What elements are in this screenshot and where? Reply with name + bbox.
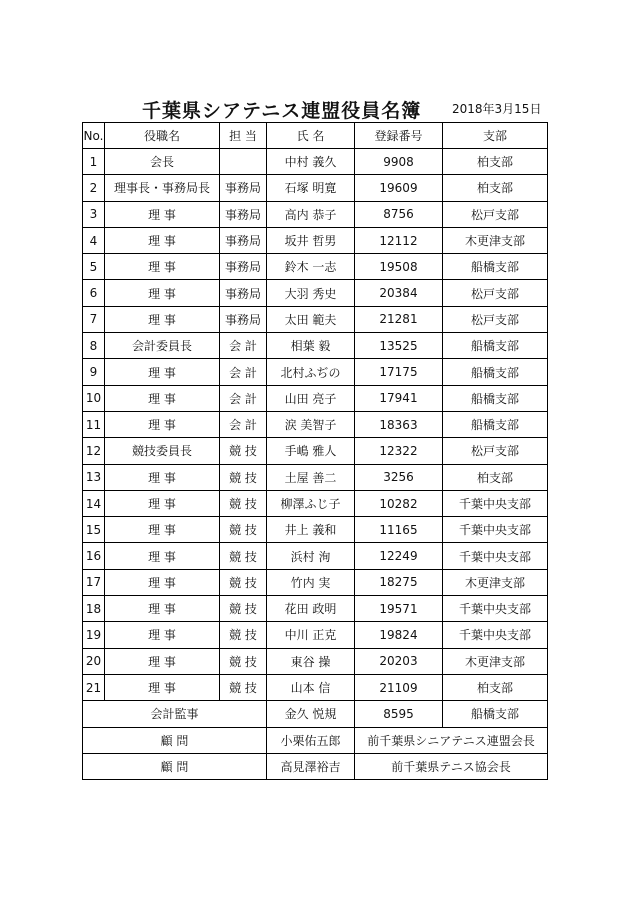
cell-name: 浜村 洵 <box>267 543 355 569</box>
cell-dept: 競 技 <box>220 490 267 516</box>
cell-no: 8 <box>83 333 105 359</box>
cell-branch: 船橋支部 <box>443 333 548 359</box>
cell-branch: 千葉中央支部 <box>443 596 548 622</box>
cell-branch: 松戸支部 <box>443 438 548 464</box>
header-dept: 担 当 <box>220 123 267 149</box>
cell-role: 理 事 <box>105 596 220 622</box>
cell-reg: 12322 <box>355 438 443 464</box>
cell-no: 3 <box>83 201 105 227</box>
cell-no: 9 <box>83 359 105 385</box>
cell-dept: 競 技 <box>220 674 267 700</box>
cell-branch: 千葉中央支部 <box>443 622 548 648</box>
cell-reg: 20203 <box>355 648 443 674</box>
cell-name: 高内 恭子 <box>267 201 355 227</box>
cell-no: 2 <box>83 175 105 201</box>
cell-name: 坂井 哲男 <box>267 227 355 253</box>
cell-dept <box>220 149 267 175</box>
header-reg: 登録番号 <box>355 123 443 149</box>
advisor-row <box>83 753 548 779</box>
table-row <box>83 596 548 622</box>
cell-dept: 競 技 <box>220 438 267 464</box>
table-row <box>83 306 548 332</box>
document-date: 2018年3月15日 <box>452 102 542 116</box>
cell-branch: 柏支部 <box>443 464 548 490</box>
cell-no: 1 <box>83 149 105 175</box>
table-row <box>83 517 548 543</box>
cell-name: 大羽 秀史 <box>267 280 355 306</box>
auditor-name: 金久 悦規 <box>267 701 355 727</box>
cell-no: 5 <box>83 254 105 280</box>
cell-no: 4 <box>83 227 105 253</box>
cell-dept: 競 技 <box>220 517 267 543</box>
table-row <box>83 149 548 175</box>
cell-role: 理 事 <box>105 622 220 648</box>
cell-branch: 船橋支部 <box>443 359 548 385</box>
advisor-row <box>83 727 548 753</box>
cell-branch: 船橋支部 <box>443 385 548 411</box>
cell-dept: 事務局 <box>220 175 267 201</box>
table-row <box>83 438 548 464</box>
cell-role: 理 事 <box>105 306 220 332</box>
table-row <box>83 359 548 385</box>
cell-no: 18 <box>83 596 105 622</box>
cell-name: 鈴木 一志 <box>267 254 355 280</box>
cell-reg: 21281 <box>355 306 443 332</box>
cell-dept: 事務局 <box>220 254 267 280</box>
auditor-branch: 船橋支部 <box>443 701 548 727</box>
cell-no: 20 <box>83 648 105 674</box>
cell-name: 相葉 毅 <box>267 333 355 359</box>
cell-branch: 柏支部 <box>443 149 548 175</box>
cell-no: 12 <box>83 438 105 464</box>
cell-dept: 競 技 <box>220 464 267 490</box>
cell-role: 理 事 <box>105 280 220 306</box>
advisor-role: 顧 問 <box>83 727 267 753</box>
cell-branch: 木更津支部 <box>443 569 548 595</box>
cell-branch: 松戸支部 <box>443 306 548 332</box>
cell-role: 会計委員長 <box>105 333 220 359</box>
cell-dept: 競 技 <box>220 543 267 569</box>
cell-role: 会長 <box>105 149 220 175</box>
cell-name: 東谷 操 <box>267 648 355 674</box>
table-row <box>83 201 548 227</box>
advisor-name: 高見澤裕吉 <box>267 753 355 779</box>
cell-role: 理 事 <box>105 359 220 385</box>
officer-roster-table <box>82 122 548 780</box>
cell-role: 理 事 <box>105 674 220 700</box>
cell-branch: 柏支部 <box>443 674 548 700</box>
cell-no: 13 <box>83 464 105 490</box>
cell-no: 19 <box>83 622 105 648</box>
cell-role: 競技委員長 <box>105 438 220 464</box>
cell-name: 山田 亮子 <box>267 385 355 411</box>
table-row <box>83 569 548 595</box>
cell-name: 山本 信 <box>267 674 355 700</box>
cell-branch: 千葉中央支部 <box>443 490 548 516</box>
auditor-reg: 8595 <box>355 701 443 727</box>
cell-no: 17 <box>83 569 105 595</box>
cell-name: 花田 政明 <box>267 596 355 622</box>
cell-role: 理 事 <box>105 411 220 437</box>
cell-name: 中村 義久 <box>267 149 355 175</box>
header-no: No. <box>83 123 105 149</box>
cell-name: 手嶋 雅人 <box>267 438 355 464</box>
cell-name: 井上 義和 <box>267 517 355 543</box>
cell-reg: 19508 <box>355 254 443 280</box>
cell-reg: 21109 <box>355 674 443 700</box>
cell-branch: 柏支部 <box>443 175 548 201</box>
cell-role: 理 事 <box>105 569 220 595</box>
cell-reg: 17941 <box>355 385 443 411</box>
cell-dept: 事務局 <box>220 280 267 306</box>
table-row <box>83 333 548 359</box>
cell-role: 理 事 <box>105 517 220 543</box>
cell-no: 14 <box>83 490 105 516</box>
table-row <box>83 648 548 674</box>
cell-dept: 事務局 <box>220 227 267 253</box>
advisor-role: 顧 問 <box>83 753 267 779</box>
table-row <box>83 280 548 306</box>
table-row <box>83 490 548 516</box>
cell-branch: 船橋支部 <box>443 254 548 280</box>
cell-reg: 19571 <box>355 596 443 622</box>
cell-branch: 松戸支部 <box>443 280 548 306</box>
cell-reg: 19824 <box>355 622 443 648</box>
table-row <box>83 543 548 569</box>
cell-role: 理 事 <box>105 490 220 516</box>
cell-role: 理 事 <box>105 227 220 253</box>
cell-name: 柳澤ふじ子 <box>267 490 355 516</box>
cell-reg: 17175 <box>355 359 443 385</box>
header-role: 役職名 <box>105 123 220 149</box>
cell-reg: 18275 <box>355 569 443 595</box>
cell-no: 6 <box>83 280 105 306</box>
table-row <box>83 227 548 253</box>
cell-reg: 9908 <box>355 149 443 175</box>
cell-reg: 18363 <box>355 411 443 437</box>
cell-branch: 船橋支部 <box>443 411 548 437</box>
header-branch: 支部 <box>443 123 548 149</box>
cell-reg: 12249 <box>355 543 443 569</box>
cell-no: 15 <box>83 517 105 543</box>
cell-role: 理 事 <box>105 254 220 280</box>
table-row <box>83 385 548 411</box>
cell-role: 理 事 <box>105 648 220 674</box>
cell-dept: 会 計 <box>220 359 267 385</box>
auditor-role: 会計監事 <box>83 701 267 727</box>
cell-no: 7 <box>83 306 105 332</box>
cell-reg: 11165 <box>355 517 443 543</box>
advisor-name: 小栗佑五郎 <box>267 727 355 753</box>
cell-branch: 木更津支部 <box>443 648 548 674</box>
cell-role: 理事長・事務局長 <box>105 175 220 201</box>
cell-name: 北村ふぢの <box>267 359 355 385</box>
cell-name: 竹内 実 <box>267 569 355 595</box>
cell-dept: 会 計 <box>220 411 267 437</box>
cell-dept: 競 技 <box>220 569 267 595</box>
cell-reg: 8756 <box>355 201 443 227</box>
cell-branch: 千葉中央支部 <box>443 517 548 543</box>
cell-name: 土屋 善二 <box>267 464 355 490</box>
cell-branch: 木更津支部 <box>443 227 548 253</box>
cell-reg: 12112 <box>355 227 443 253</box>
cell-dept: 競 技 <box>220 622 267 648</box>
table-row <box>83 411 548 437</box>
document-title: 千葉県シアテニス連盟役員名簿 <box>142 100 422 122</box>
cell-name: 石塚 明寛 <box>267 175 355 201</box>
table-row <box>83 622 548 648</box>
cell-dept: 事務局 <box>220 201 267 227</box>
cell-reg: 20384 <box>355 280 443 306</box>
cell-no: 21 <box>83 674 105 700</box>
cell-name: 太田 範夫 <box>267 306 355 332</box>
cell-reg: 13525 <box>355 333 443 359</box>
cell-branch: 千葉中央支部 <box>443 543 548 569</box>
cell-role: 理 事 <box>105 201 220 227</box>
cell-no: 16 <box>83 543 105 569</box>
cell-reg: 10282 <box>355 490 443 516</box>
cell-no: 10 <box>83 385 105 411</box>
cell-role: 理 事 <box>105 543 220 569</box>
cell-role: 理 事 <box>105 385 220 411</box>
cell-name: 涙 美智子 <box>267 411 355 437</box>
cell-dept: 会 計 <box>220 333 267 359</box>
table-row <box>83 254 548 280</box>
cell-role: 理 事 <box>105 464 220 490</box>
header-name: 氏 名 <box>267 123 355 149</box>
table-row <box>83 175 548 201</box>
auditor-row <box>83 701 548 727</box>
table-row <box>83 674 548 700</box>
cell-reg: 19609 <box>355 175 443 201</box>
cell-branch: 松戸支部 <box>443 201 548 227</box>
cell-dept: 事務局 <box>220 306 267 332</box>
advisor-note: 前千葉県シニアテニス連盟会長 <box>355 727 548 753</box>
table-row <box>83 464 548 490</box>
cell-no: 11 <box>83 411 105 437</box>
cell-dept: 競 技 <box>220 648 267 674</box>
advisor-note: 前千葉県テニス協会長 <box>355 753 548 779</box>
cell-name: 中川 正克 <box>267 622 355 648</box>
table-header-row <box>83 123 548 149</box>
cell-dept: 競 技 <box>220 596 267 622</box>
cell-reg: 3256 <box>355 464 443 490</box>
cell-dept: 会 計 <box>220 385 267 411</box>
